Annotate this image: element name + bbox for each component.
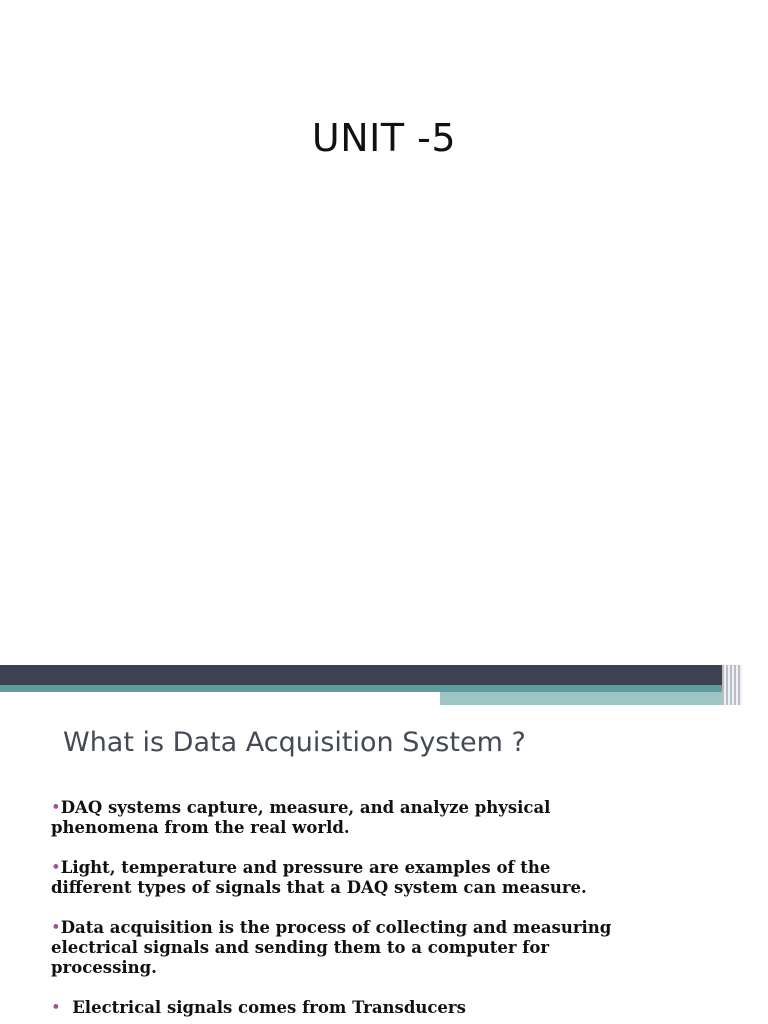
- bullet-text-line: Electrical signals comes from Transducers: [60, 998, 466, 1017]
- header-bar-light: [440, 692, 742, 705]
- bullet-marker: •: [51, 798, 61, 817]
- header-bar-dark: [0, 665, 722, 685]
- bullet-text-line: different types of signals that a DAQ system can measure.: [51, 878, 587, 897]
- slide-2-title: What is Data Acquisition System ?: [63, 727, 526, 758]
- bullet-item: [51, 998, 711, 1018]
- bullet-marker: •: [51, 998, 61, 1017]
- slide-1-title: UNIT -5: [311, 116, 457, 160]
- header-bar-stripes: [722, 665, 742, 705]
- bullet-item: [51, 858, 711, 898]
- bullet-text-line: DAQ systems capture, measure, and analyze physical: [60, 798, 551, 817]
- header-bar-teal: [0, 685, 722, 692]
- bullet-text-line: Light, temperature and pressure are examples of the: [60, 858, 551, 877]
- bullet-item: [51, 918, 711, 978]
- bullet-marker: •: [51, 858, 61, 877]
- bullet-text-line: electrical signals and sending them to a computer for: [51, 938, 550, 957]
- bullet-item: [51, 798, 711, 838]
- bullet-marker: •: [51, 918, 61, 937]
- bullet-text-line: processing.: [51, 958, 157, 977]
- bullet-text-line: phenomena from the real world.: [51, 818, 350, 837]
- bullet-list: [51, 798, 711, 1024]
- bullet-text-line: Data acquisition is the process of collecting and measuring: [60, 918, 612, 937]
